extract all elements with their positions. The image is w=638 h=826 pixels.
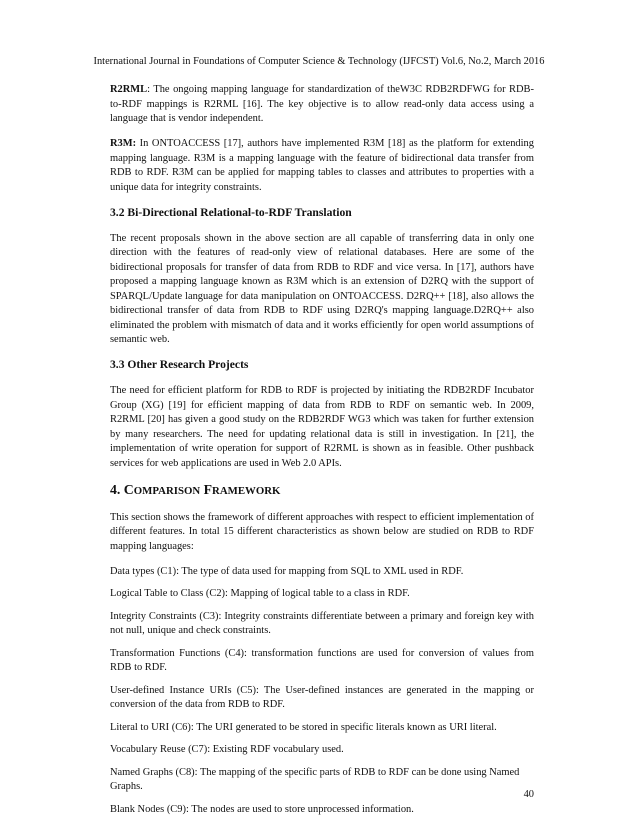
section-4-heading (110, 482, 534, 499)
section-3-2-heading: 3.2 Bi-Directional Relational-to-RDF Translation (110, 205, 352, 219)
section-4-word1-rest: OMPARISON (133, 484, 201, 497)
paragraph-r2rml-text: : The ongoing mapping language for standardization of theW3C RDB2RDFWG for RDB-to-RDF mappings is R2RML [16]. The key objective is to allow read-only data access using a language that is vendor independent. (110, 84, 534, 124)
paragraph-r2rml (110, 83, 534, 127)
characteristic-c9: Blank Nodes (C9): The nodes are used to store unprocessed information. (110, 803, 414, 815)
paragraph-r3m-text: In ONTOACCESS [17], authors have implemented R3M [18] as the platform for extending mapping language. R3M is a mapping language with the feature of bidirectional data transfer from RDB to RDF. R3M can be applied for mapping tables to classes and attributes to properties with a unique data for integrity constraints. (110, 138, 534, 193)
page-content (110, 83, 534, 825)
characteristic-c8: Named Graphs (C8): The mapping of the specific parts of RDB to RDF can be done using Named Graphs. (110, 766, 520, 792)
characteristic-c3: Integrity Constraints (C3): Integrity constraints differentiate between a primary and foreign key with not null, unique and check constraints. (110, 610, 534, 636)
characteristic-c4: Transformation Functions (C4): transformation functions are used for conversion of values from RDB to RDF. (110, 647, 534, 673)
section-3-3-body: The need for efficient platform for RDB to RDF is projected by initiating the RDB2RDF Incubator Group (XG) [19] for efficient mapping of data from RDB to RDF on semantic web. In 2009, R2RML [20] has given a good study on the RDB2RDF WG3 which was taken for further extension by many researchers. The need for updating relational data is still in investigation. In [21], the implementation of write operation for support of R2RML is shown as in feasible. Other pushback services for web applications are used in Web 2.0 APIs. (110, 385, 534, 469)
running-header: International Journal in Foundations of Computer Science & Technology (IJFCST) Vol.6, No.2, March 2016 (93, 56, 545, 67)
characteristic-c5: User-defined Instance URIs (C5): The User-defined instances are generated in the mapping or conversion of the data from RDB to RDF. (110, 684, 534, 710)
section-4-initial-f: F (203, 481, 213, 497)
characteristic-c1: Data types (C1): The type of data used for mapping from SQL to XML used in RDF. (110, 565, 464, 577)
term-r2rml: R2RML (110, 84, 148, 95)
section-3-3-heading: 3.3 Other Research Projects (110, 358, 249, 371)
section-4-intro: This section shows the framework of different approaches with respect to efficient implementation of different features. In total 15 different characteristics as shown below are studied on RDB to RDF mapping languages: (110, 511, 534, 552)
characteristic-c2: Logical Table to Class (C2): Mapping of logical table to a class in RDF. (110, 588, 410, 599)
characteristic-c6: Literal to URI (C6): The URI generated to be stored in specific literals known as URI literal. (110, 721, 497, 733)
section-3-2-body: The recent proposals shown in the above section are all capable of transferring data in only one direction with the features of read-only view of relational databases. Here are some of the bidirectional proposals for transfer of data from RDB to RDF and vice versa. In [17], authors have proposed a mapping language known as R3M which is an extension of D2RQ with the support of SPARQL/Update language for data manipulation on ONTOACCESS. D2RQ++ [18], also allows the bidirectional transfer of data from RDB to RDF using D2RQ's mapping language.D2RQ++ also eliminated the problem with mismatch of data and it works efficiently for open world assumptions of semantic web. (110, 232, 534, 345)
characteristic-c7: Vocabulary Reuse (C7): Existing RDF vocabulary used. (110, 744, 344, 755)
section-4-initial-c: C (123, 481, 134, 497)
paragraph-r3m (110, 137, 534, 195)
page-number: 40 (523, 789, 534, 800)
term-r3m: R3M: (110, 138, 137, 149)
section-4-word2-rest: RAMEWORK (212, 484, 281, 497)
section-4-number: 4. (110, 481, 124, 497)
